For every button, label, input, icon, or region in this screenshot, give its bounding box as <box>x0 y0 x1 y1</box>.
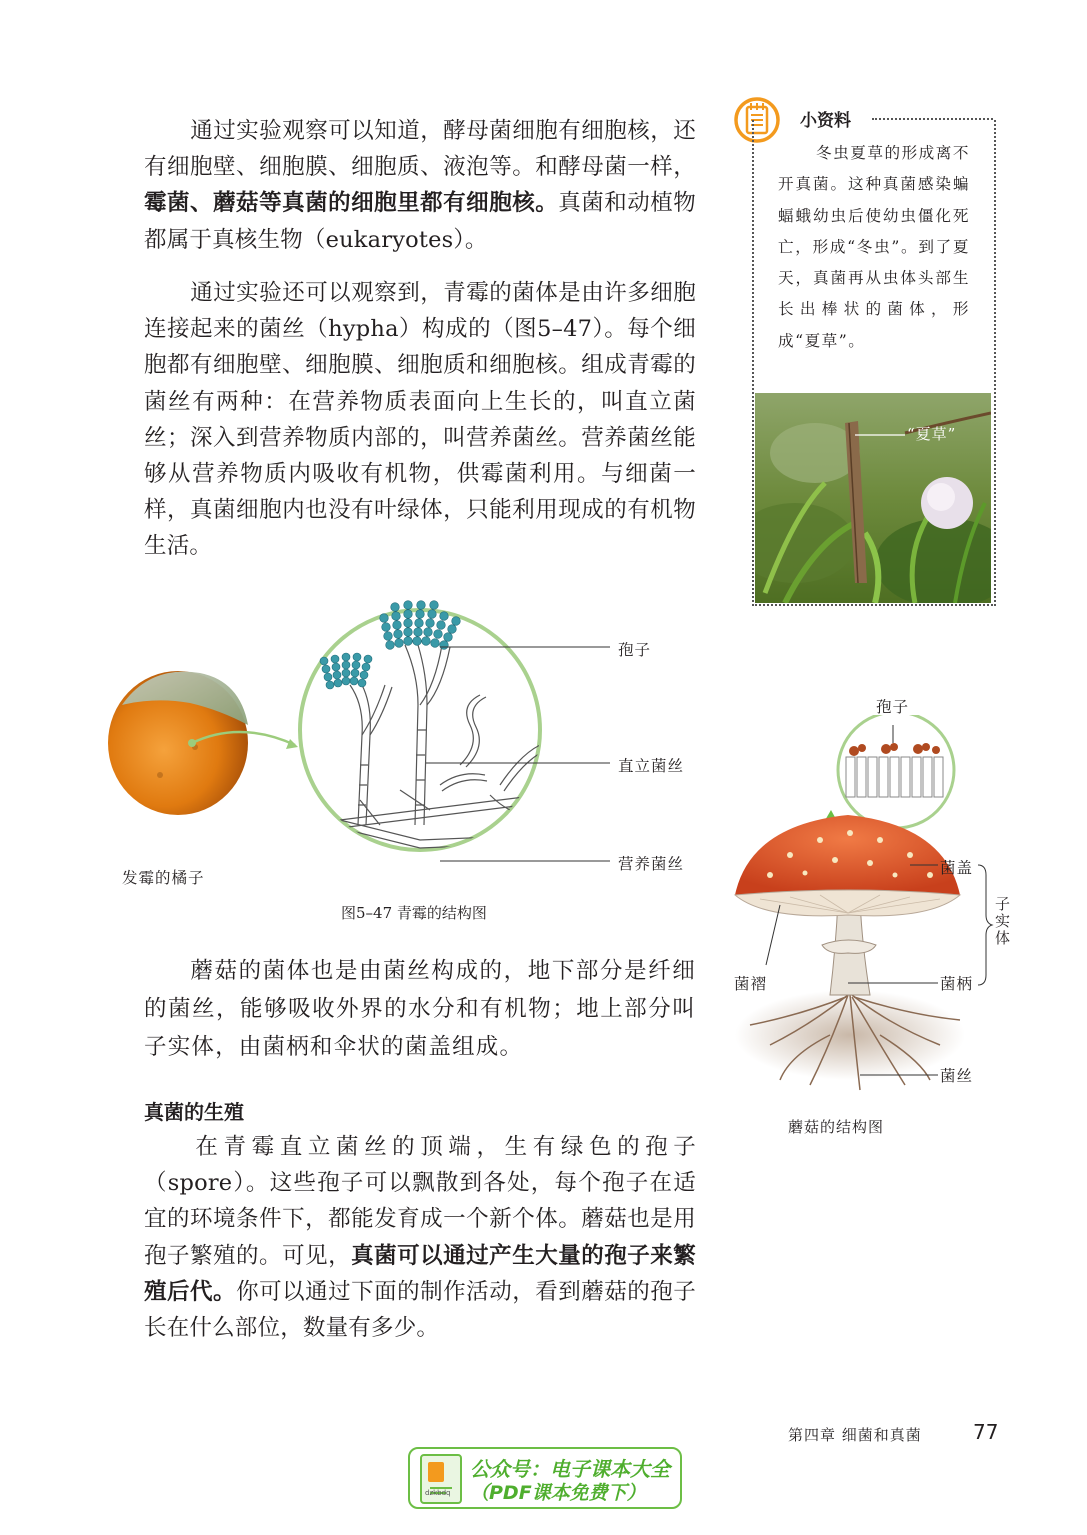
chapter-footer: 第四章 细菌和真菌 <box>788 1426 922 1444</box>
label-stalk: 菌柄 <box>940 975 974 993</box>
label-moldy-orange: 发霉的橘子 <box>122 869 205 887</box>
label-cap: 菌盖 <box>940 859 974 877</box>
sidebar-text: 冬虫夏草的形成离不开真菌。这种真菌感染蝙蝠蛾幼虫后使幼虫僵化死亡，形成“冬虫”。到了夏天，真菌再从虫体头部生长出棒状的菌体，形成“夏草”。 <box>778 144 970 350</box>
paragraph-2: 通过实验还可以观察到，青霉的菌体是由许多细胞连接起来的菌丝（hypha）构成的（图5–47）。每个细胞都有细胞壁、细胞膜、细胞质和细胞核。组成青霉的菌丝有两种：在营养物质表面向上生长的，叫直立菌丝；深入到营养物质内部的，叫营养菌丝。营养菌丝能够从营养物质内吸收有机物，供霉菌利用。与细菌一样，真菌细胞内也没有叶绿体，只能利用现成的有机物生活。 <box>144 280 696 560</box>
paragraph-4: 在青霉直立菌丝的顶端，生有绿色的孢子（spore）。这些孢子可以飘散到各处，每个孢子在适宜的环境条件下，都能发育成一个新个体。蘑菇也是用孢子繁殖的。可见，真菌可以通过产生大量的孢子来繁殖后代。你可以通过下面的制作活动，看到蘑菇的孢子长在什么部位，数量有多少。 <box>144 1134 696 1342</box>
watermark-icon-text: dzkbdq <box>425 1489 451 1497</box>
cordyceps-leader <box>755 393 991 603</box>
cordyceps-photo <box>755 393 991 603</box>
watermark-line-1: 公众号：电子课本大全 <box>470 1457 670 1481</box>
label-hyphae: 菌丝 <box>940 1067 974 1085</box>
mushroom-diagram <box>730 715 1030 1105</box>
bold-statement-1: 霉菌、蘑菇等真菌的细胞里都有细胞核。 <box>144 190 559 217</box>
section-heading: 真菌的生殖 <box>144 1100 244 1124</box>
label-fruiting-body: 子实体 <box>995 895 1012 947</box>
paragraph-1: 通过实验观察可以知道，酵母菌细胞有细胞核，还有细胞壁、细胞膜、细胞质、液泡等。和酵母菌一样，霉菌、蘑菇等真菌的细胞里都有细胞核。真菌和动植物都属于真核生物（eukaryotes）。 <box>144 118 696 253</box>
page-number: 77 <box>973 1420 999 1444</box>
figure-caption-5-47: 图5–47 青霉的结构图 <box>341 904 487 922</box>
paragraph-3: 蘑菇的菌体也是由菌丝构成的，地下部分是纤细的菌丝，能够吸收外界的水分和有机物；地上部分叫子实体，由菌柄和伞状的菌盖组成。 <box>144 958 696 1060</box>
cordyceps-label: “夏草” <box>907 425 957 443</box>
penicillium-diagram <box>100 585 700 885</box>
label-vegetative-hyphae: 营养菌丝 <box>618 855 685 873</box>
label-gills: 菌褶 <box>734 975 768 993</box>
watermark-badge <box>408 1447 682 1509</box>
bold-statement-2: 真菌可以通过产生大量的孢子来繁殖后代。 <box>144 1242 696 1305</box>
sidebar-title: 小资料 <box>800 111 851 131</box>
label-spore: 孢子 <box>618 641 652 659</box>
label-aerial-hyphae: 直立菌丝 <box>618 757 685 775</box>
mushroom-caption: 蘑菇的结构图 <box>788 1118 885 1136</box>
book-icon <box>420 1454 462 1504</box>
label-mushroom-spore: 孢子 <box>876 698 910 716</box>
watermark-line-2: （PDF课本免费下） <box>470 1482 646 1504</box>
